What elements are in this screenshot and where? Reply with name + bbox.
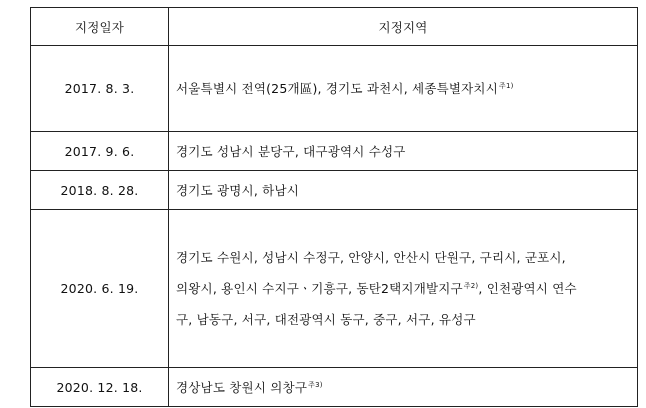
footnote-marker: 주3) xyxy=(308,380,323,389)
header-date: 지정일자 xyxy=(31,8,169,46)
footnote-marker: 주1) xyxy=(498,82,514,90)
table-row xyxy=(31,368,638,407)
designation-table xyxy=(30,7,638,407)
region-text-line-2b: , 인천광역시 연수 xyxy=(478,281,577,296)
region-cell xyxy=(169,132,638,171)
region-cell xyxy=(169,210,638,368)
date-cell: 2020. 12. 18. xyxy=(31,368,169,407)
footnote-marker: 주2) xyxy=(463,282,479,290)
table-row xyxy=(31,210,638,368)
region-cell xyxy=(169,368,638,407)
region-text-line-3: 구, 남동구, 서구, 대전광역시 동구, 중구, 서구, 유성구 xyxy=(176,312,476,327)
date-cell: 2017. 9. 6. xyxy=(31,132,169,171)
region-cell xyxy=(169,171,638,210)
region-text: 경상남도 창원시 의창구 xyxy=(176,379,308,395)
date-cell: 2020. 6. 19. xyxy=(31,210,169,368)
header-region: 지정지역 xyxy=(169,8,638,46)
region-text: 경기도 광명시, 하남시 xyxy=(176,182,299,198)
table-header-row xyxy=(31,8,638,46)
table-row xyxy=(31,46,638,132)
region-text: 서울특별시 전역(25개區), 경기도 과천시, 세종특별자치시 xyxy=(176,81,498,96)
table-row xyxy=(31,132,638,171)
region-text-line-2a: 의왕시, 용인시 수지구ㆍ기흥구, 동탄2택지개발지구 xyxy=(176,281,463,296)
date-cell: 2017. 8. 3. xyxy=(31,46,169,132)
region-cell xyxy=(169,46,638,132)
region-text: 경기도 성남시 분당구, 대구광역시 수성구 xyxy=(176,143,406,159)
region-text-line-1: 경기도 수원시, 성남시 수정구, 안양시, 안산시 단원구, 구리시, 군포시, xyxy=(176,250,566,265)
table-row xyxy=(31,171,638,210)
date-cell: 2018. 8. 28. xyxy=(31,171,169,210)
